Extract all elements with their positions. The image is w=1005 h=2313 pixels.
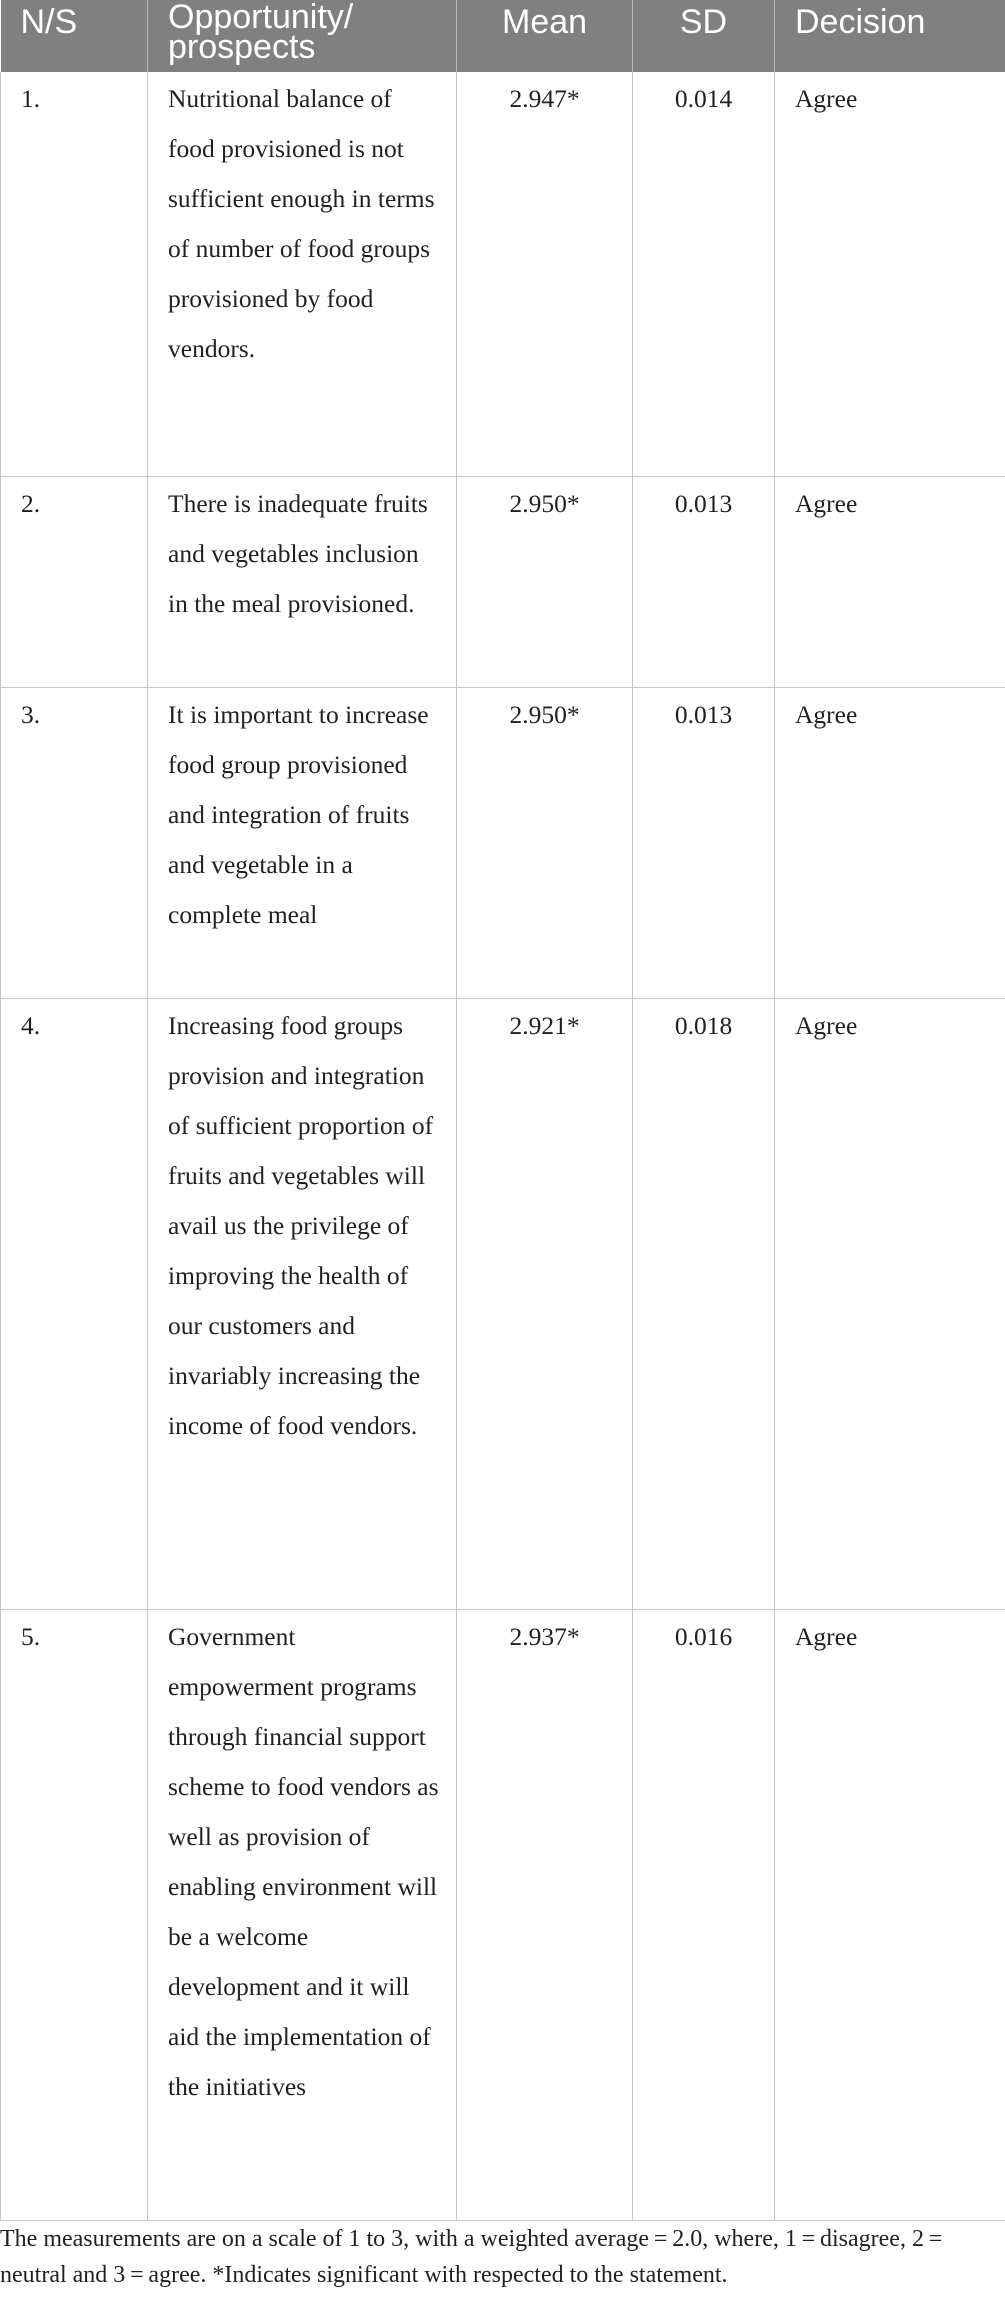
cell-ns: 5. (1, 1609, 148, 2220)
cell-statement: Nutritional balance of food provisioned is not sufficient enough in terms of number of food groups provisioned by food vendors. (148, 72, 457, 476)
cell-sd: 0.014 (633, 72, 775, 476)
table-row (1, 476, 1005, 687)
cell-sd: 0.013 (633, 687, 775, 998)
cell-decision: Agree (775, 476, 1005, 687)
cell-statement: Government empowerment programs through financial support scheme to food vendors as well as provision of enabling environment will be a welcome development and it will aid the implementation of the initiatives (148, 1609, 457, 2220)
cell-mean: 2.947* (457, 72, 633, 476)
table-footnote: The measurements are on a scale of 1 to 3, with a weighted average = 2.0, where, 1 = disagree, 2 = neutral and 3 = agree. *Indicates significant with respected to the statement. (0, 2226, 948, 2288)
table-row (1, 72, 1005, 476)
cell-decision: Agree (775, 1609, 1005, 2220)
cell-ns: 2. (1, 476, 148, 687)
header-decision: Decision (775, 0, 1005, 72)
cell-decision: Agree (775, 998, 1005, 1609)
table-header-row (1, 0, 1005, 72)
cell-sd: 0.013 (633, 476, 775, 687)
cell-statement: Increasing food groups provision and integration of sufficient proportion of fruits and vegetables will avail us the privilege of improving the health of our customers and invariably increasing the income of food vendors. (148, 998, 457, 1609)
cell-sd: 0.016 (633, 1609, 775, 2220)
header-sd: SD (633, 0, 775, 72)
cell-statement: There is inadequate fruits and vegetables inclusion in the meal provisioned. (148, 476, 457, 687)
header-mean: Mean (457, 0, 633, 72)
cell-statement: It is important to increase food group provisioned and integration of fruits and vegetable in a complete meal (148, 687, 457, 998)
cell-decision: Agree (775, 687, 1005, 998)
cell-ns: 1. (1, 72, 148, 476)
table-row (1, 1609, 1005, 2220)
cell-sd: 0.018 (633, 998, 775, 1609)
cell-mean: 2.921* (457, 998, 633, 1609)
cell-mean: 2.937* (457, 1609, 633, 2220)
table-row (1, 998, 1005, 1609)
cell-decision: Agree (775, 72, 1005, 476)
table-row (1, 687, 1005, 998)
cell-ns: 4. (1, 998, 148, 1609)
cell-ns: 3. (1, 687, 148, 998)
cell-mean: 2.950* (457, 687, 633, 998)
header-opportunity: Opportunity/ prospects (148, 0, 457, 72)
cell-mean: 2.950* (457, 476, 633, 687)
header-ns: N/S (1, 0, 148, 72)
